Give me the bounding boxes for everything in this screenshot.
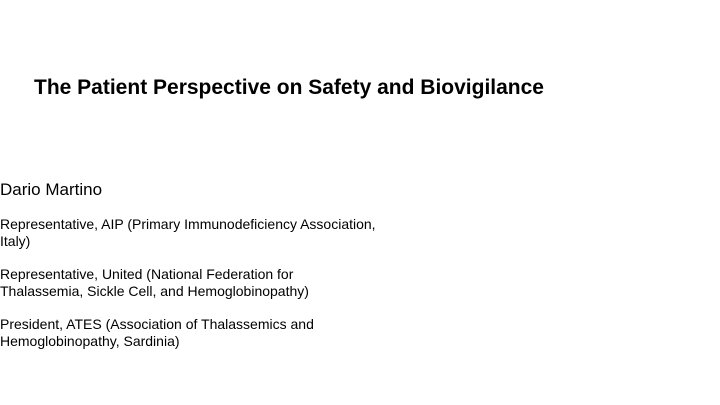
affiliation-united <box>0 266 440 300</box>
affiliation-ates-line-2: Hemoglobinopathy, Sardinia) <box>0 333 180 349</box>
affiliation-united-line-2: Thalassemia, Sickle Cell, and Hemoglobinopathy) <box>0 283 309 299</box>
affiliation-aip-line-2: Italy) <box>0 233 31 249</box>
affiliation-aip-line-1: Representative, AIP (Primary Immunodeficiency Association, <box>0 216 376 232</box>
affiliation-aip <box>0 216 440 250</box>
affiliation-ates <box>0 316 440 350</box>
affiliation-ates-line-1: President, ATES (Association of Thalassemics and <box>0 316 314 332</box>
affiliation-united-line-1: Representative, United (National Federation for <box>0 266 294 282</box>
affiliation-list <box>0 216 440 366</box>
slide-title: The Patient Perspective on Safety and Biovigilance <box>34 76 544 99</box>
author-name: Dario Martino <box>0 180 103 199</box>
